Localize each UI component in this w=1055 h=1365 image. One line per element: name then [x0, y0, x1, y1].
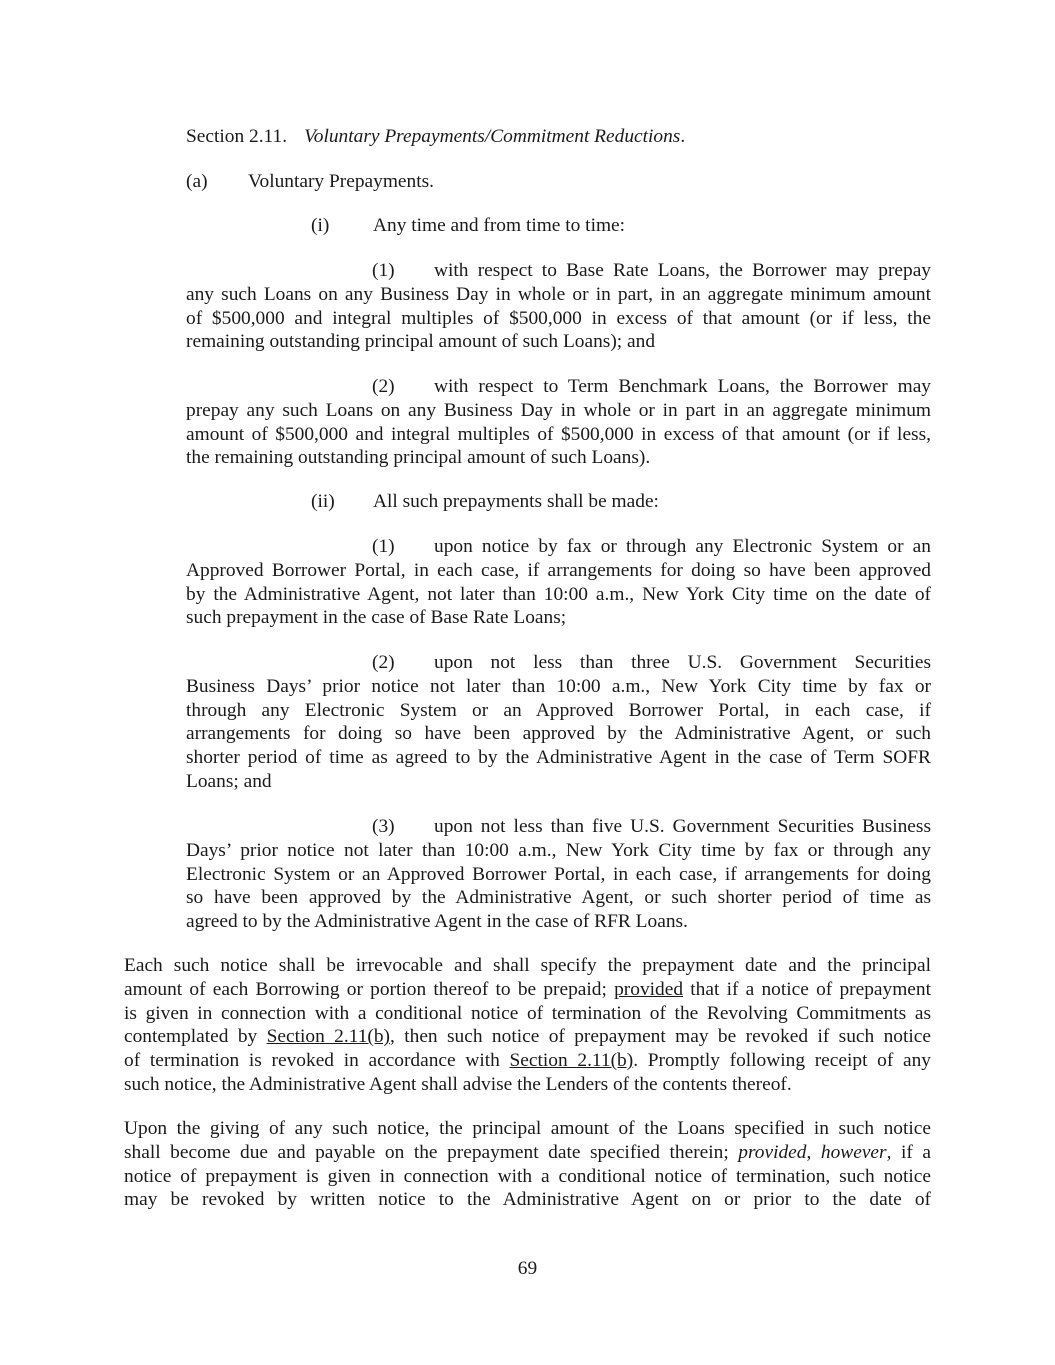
clause-i-text: Any time and from time to time: — [373, 215, 626, 236]
section-heading: Section 2.11. Voluntary Prepayments/Commitment Reductions. — [186, 126, 686, 147]
clause-ii-item-1: (1) upon notice by fax or through any Electronic System or an Approved Borrower Portal, in each case, if arrangements for doing so have been approved by the Administrative Agent, not later than 10:00 a.m., New York City time on the date of such prepayment in the case of Base Rate Loans; — [186, 536, 931, 629]
provided-term: provided — [738, 1141, 807, 1163]
item-label: (2) — [372, 376, 395, 397]
clause-ii-item-3: (3) upon not less than five U.S. Government Securities Business Days’ prior notice not later than 10:00 a.m., New York City time by fax or through any Electronic System or an Approved Borrower Portal, in each case, if arrangements for doing so have been approved by the Administrative Agent, or such shorter period of time as agreed to by the Administrative Agent in the case of RFR Loans. — [186, 816, 931, 933]
subsection-a — [186, 170, 434, 194]
item-label: (1) — [372, 260, 395, 281]
however-term: however — [820, 1141, 887, 1163]
item-label: (3) — [372, 816, 395, 837]
section-number: Section 2.11. — [186, 126, 288, 147]
subsection-a-text: Voluntary Prepayments. — [248, 171, 434, 192]
clause-ii — [311, 490, 659, 514]
clause-i-item-1: (1) with respect to Base Rate Loans, the Borrower may prepay any such Loans on any Business Day in whole or in part, in an aggregate minimum amount of $500,000 and integral multiples of $500,000 in excess of that amount (or if less, the remaining outstanding principal amount of such Loans); and — [186, 260, 931, 353]
clause-ii-label: (ii) — [311, 491, 335, 512]
paragraph-giving: Upon the giving of any such notice, the principal amount of the Loans specified in such notice shall become due and payable on the prepayment date specified therein; provided, however, if a notice of prepayment is given in connection with a conditional notice of termination, such notice may be revoked by written notice to the Administrative Agent on or prior to the date of — [124, 1118, 931, 1211]
subsection-a-label: (a) — [186, 171, 208, 192]
section-title: Voluntary Prepayments/Commitment Reductions — [304, 126, 681, 147]
page-number: 69 — [517, 1258, 538, 1279]
provided-term: provided — [614, 978, 684, 1000]
clause-i-item-2: (2) with respect to Term Benchmark Loans, the Borrower may prepay any such Loans on any Business Day in whole or in part in an aggregate minimum amount of $500,000 and integral multiples of $500,000 in excess of that amount (or if less, the remaining outstanding principal amount of such Loans). — [186, 376, 931, 469]
clause-i — [311, 214, 625, 238]
clause-i-label: (i) — [311, 215, 330, 236]
paragraph-notice: Each such notice shall be irrevocable and shall specify the prepayment date and the principal amount of each Borrowing or portion thereof to be prepaid; provided that if a notice of prepayment is given in connection with a conditional notice of termination of the Revolving Commitments as contemplated by Section 2.11(b), then such notice of prepayment may be revoked if such notice of termination is revoked in accordance with Section 2.11(b). Promptly following receipt of any such notice, the Administrative Agent shall advise the Lenders of the contents thereof. — [124, 955, 931, 1095]
section-reference: Section 2.11(b) — [509, 1050, 634, 1072]
clause-ii-item-2: (2) upon not less than three U.S. Government Securities Business Days’ prior notice not later than 10:00 a.m., New York City time by fax or through any Electronic System or an Approved Borrower Portal, in each case, if arrangements for doing so have been approved by the Administrative Agent, or such shorter period of time as agreed to by the Administrative Agent in the case of Term SOFR Loans; and — [186, 652, 931, 792]
section-reference: Section 2.11(b) — [266, 1026, 390, 1048]
clause-ii-text: All such prepayments shall be made: — [373, 491, 659, 512]
item-label: (1) — [372, 536, 395, 557]
item-label: (2) — [372, 652, 395, 673]
